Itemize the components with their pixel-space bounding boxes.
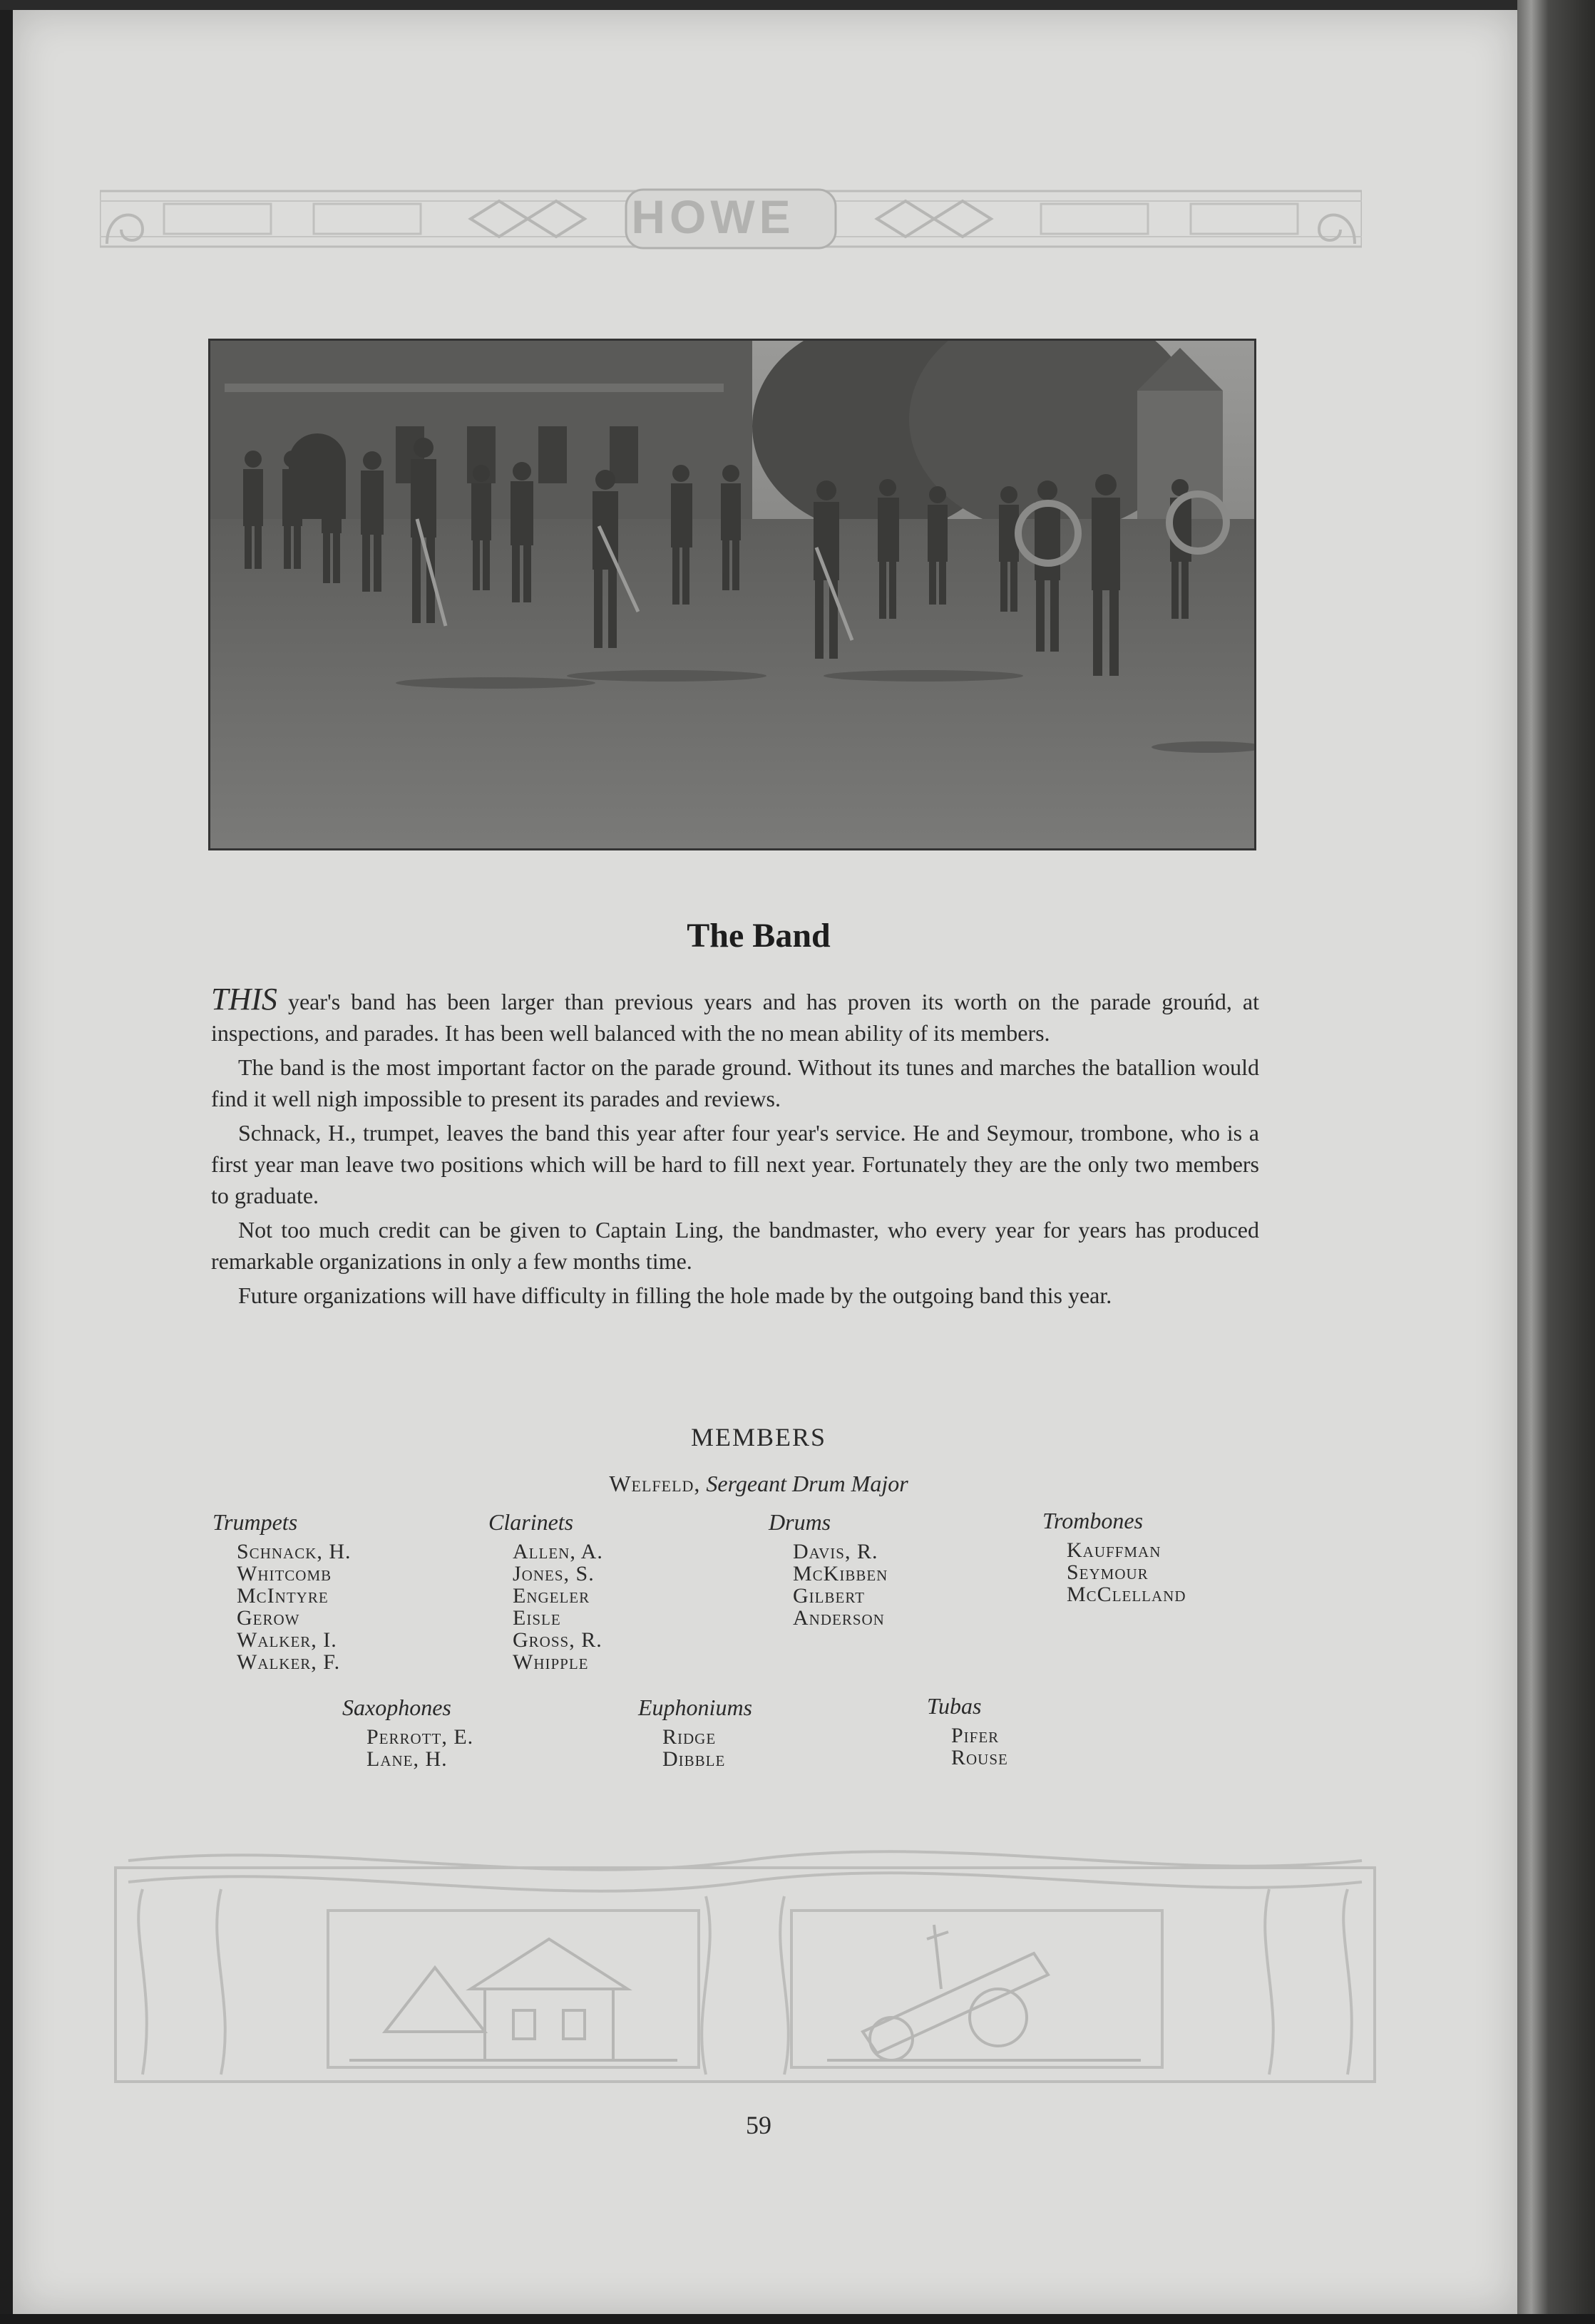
section-trombones [1042,1506,1186,1605]
section-title: Tubas [927,1693,982,1719]
member-name: Ridge [662,1725,717,1749]
article-body [211,984,1259,1314]
article-paragraph: Schnack, H., trumpet, leaves the band this year after four year's service. He and Seymour, trombone, who is a first year man leave two positions which will be hard to fill next year. Fortunately they are the only two members to graduate. [211,1120,1259,1208]
page-number: 59 [746,2111,771,2139]
article-paragraph: The band is the most important factor on the parade ground. Without its tunes and marches the batallion would find it well nigh impossible to present its parades and reviews. [211,1054,1259,1111]
member-name: McClelland [1067,1583,1186,1606]
section-saxophones [342,1693,473,1770]
member-name: Jones, S. [513,1562,595,1585]
book-top-edge [0,0,1595,10]
section-title: Trombones [1042,1508,1144,1533]
member-name: Gerow [237,1606,300,1630]
member-name: Lane, H. [366,1747,448,1771]
section-title: Clarinets [488,1509,574,1535]
book-bottom-edge [0,2314,1595,2324]
member-name: Engeler [513,1584,590,1608]
section-trumpets [212,1508,352,1673]
member-name: Walker, F. [237,1650,341,1674]
dropcap: THIS [211,982,277,1017]
member-name: Pifer [951,1724,1000,1747]
article-paragraph: Not too much credit can be given to Captain Ling, the bandmaster, who every year for years has produced remarkable organizations in only a few months time. [211,1217,1259,1274]
member-name: Eisle [513,1606,561,1630]
section-title: Saxophones [342,1695,451,1720]
footer-ornament [114,1846,1376,2089]
member-name: McKibben [793,1562,888,1585]
member-name: Rouse [951,1746,1008,1769]
book-spine [1517,0,1595,2324]
members-heading: MEMBERS [690,1423,827,1451]
section-drums [769,1508,888,1629]
member-name: Gross, R. [513,1628,602,1652]
drum-major-line [0,1471,1517,1497]
member-name: Whitcomb [237,1562,332,1585]
section-title: Euphoniums [638,1695,752,1720]
section-euphoniums [638,1693,752,1770]
member-name: Davis, R. [793,1540,878,1563]
member-name: Whipple [513,1650,589,1674]
section-tubas [927,1692,1008,1769]
article-paragraph: Future organizations will have difficulty in filling the hole made by the outgoing band this year. [238,1282,1112,1308]
member-name: Dibble [662,1747,726,1771]
member-name: Gilbert [793,1584,865,1608]
member-name: Allen, A. [513,1540,603,1563]
drum-major-title: Sergeant Drum Major [706,1471,908,1496]
section-title: Trumpets [212,1509,298,1535]
member-name: Perrott, E. [366,1725,474,1749]
drum-major-name: Welfeld, [609,1471,701,1496]
member-name: Anderson [793,1606,885,1630]
member-name: McIntyre [237,1584,329,1608]
section-clarinets [488,1508,603,1673]
member-name: Kauffman [1067,1538,1161,1562]
member-name: Walker, I. [237,1628,337,1652]
running-title: HOWE [631,190,795,243]
member-name: Schnack, H. [237,1540,352,1563]
member-name: Seymour [1067,1561,1149,1584]
article-title: The Band [687,917,831,955]
band-photograph [208,339,1256,850]
section-title: Drums [769,1509,831,1535]
article-paragraph: THIS year's band has been larger than previous years and has proven its worth on the parade grouńd, at inspections, and parades. It has been well balanced with the no mean ability of its members. [211,982,1259,1046]
